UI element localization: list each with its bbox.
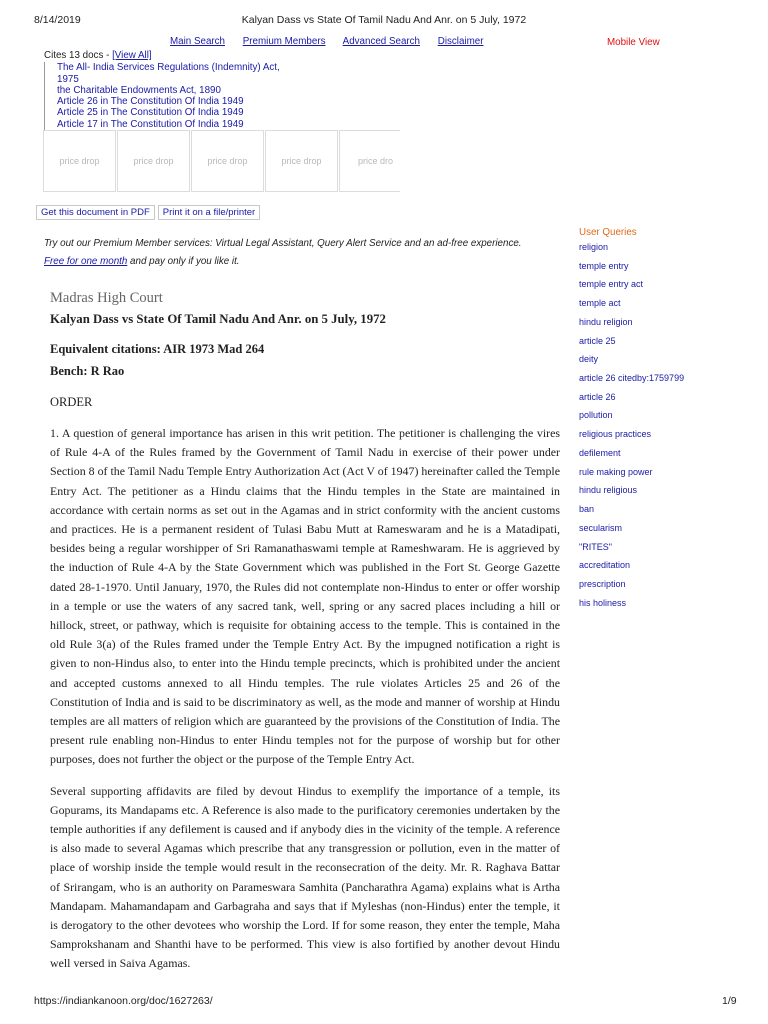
cited-doc-link[interactable]: The All- India Services Regulations (Indemnity) Act, 1975 bbox=[57, 62, 280, 85]
main-search-link[interactable]: Main Search bbox=[170, 36, 225, 47]
cited-doc-link[interactable]: Article 26 in The Constitution Of India 1949 bbox=[57, 96, 244, 108]
advanced-search-link[interactable]: Advanced Search bbox=[342, 36, 421, 47]
print-button[interactable]: Print it on a file/printer bbox=[158, 205, 260, 220]
user-queries-panel bbox=[579, 226, 699, 614]
query-link[interactable]: secularism bbox=[579, 522, 623, 533]
print-page-title: Kalyan Dass vs State Of Tamil Nadu And Anr. on 5 July, 1972 bbox=[241, 14, 527, 26]
cites-heading bbox=[44, 50, 294, 61]
free-trial-link[interactable]: Free for one month bbox=[44, 256, 128, 267]
premium-promo bbox=[44, 235, 584, 271]
bench: Bench: R Rao bbox=[50, 364, 125, 378]
ad-tile[interactable]: price drop bbox=[117, 130, 190, 192]
query-link[interactable]: hindu religion bbox=[579, 316, 633, 327]
judgment-paragraph: 1. A question of general importance has arisen in this writ petition. The petitioner is challenging the vires of Rule 4-A of the Rules framed by the Government of Tamil Nadu in exercise of their power under Section 8 of the Tamil Nadu Temple Entry Authorization Act (Act V of 1947) hereinafter called the Temple Entry Act. The petitioner as a Hindu claims that the Hindu temples in the State are maintained in accordance with certain norms as set out in the Agamas and in strict conformity with the ancient customs and practices. He is a permanent resident of Tulasi Babu Mutt at Rameswaram and he is a Matadipati, besides being a regular worshipper of Sri Ramanathaswami temple at Rameshwaram. He is aggrieved by the induction of Rule 4-A by the State Government which was published in the Fort St. George Gazette dated 28-1-1970. Until January, 1970, the Rules did not contemplate non-Hindus to enter or offer worship in a temple or use the waters of any sacred tank, well, spring or any sacred places including a hill or hillock, street, or pathway, which is requisite for obtaining access to the temple. This is contained in the old Rule 3(a) of the Rules framed under the Temple Entry Act. By the impugned notification a right is given to non-Hindus also, to enter into the Hindu temple precincts, which is prohibited under the ancient and accepted customs annexed to all Hindu temples. The rule violates Articles 25 and 26 of the Constitution of India and is said to be discriminatory as well, as the mode and manner of worship at Hindu temples are all matters of religion which are guaranteed by the provisions of the Constitution of India. The present rule enabling non-Hindus to enter Hindu temples not for the purpose of worship but for other purposes, does not further the object or the purpose of the Temple Entry Act. bbox=[50, 426, 560, 767]
doc-tools bbox=[36, 205, 263, 220]
ad-tile[interactable]: price dro bbox=[339, 130, 400, 192]
cited-doc-link[interactable]: Article 17 in The Constitution Of India 1949 bbox=[57, 118, 244, 130]
query-link[interactable]: article 26 bbox=[579, 391, 616, 402]
query-link[interactable]: hindu religious bbox=[579, 485, 638, 496]
disclaimer-link[interactable]: Disclaimer bbox=[437, 36, 484, 47]
cites-heading-text: Cites 13 docs - bbox=[44, 50, 113, 61]
query-link[interactable]: prescription bbox=[579, 578, 626, 589]
judgment-content bbox=[50, 290, 560, 986]
mobile-view-link[interactable]: Mobile View bbox=[607, 37, 660, 48]
ad-tile[interactable]: price drop bbox=[43, 130, 116, 192]
query-link[interactable]: religion bbox=[579, 242, 609, 252]
judgment-paragraph: Several supporting affidavits are filed by devout Hindus to exemplify the importance of a temple, its Gopurams, its Mandapams etc. A Reference is also made to the purificatory ceremonies undertaken by the temple authorities if any defilement is caused and if anybody dies in the vicinity of the temple. A reference is also made to several Agamas which prescribe that any transgression or pollution, even in the matter of place of worship inside the temple would result in the reconsecration of the deity. Mr. R. Raghava Battar of Srirangam, who is an authority on Parameswara Samhita (Pancharathra Agama) explains what is Artha Mandapam. Mahamandapam and Garbagraha and says that if Myleshas (non-Hindus) enter the temple, it is derogatory to the other devotees who worship the Lord. If for some reason, they enter the temple, Maha Samprokshanam and Shanthi have to be performed. This view is also fortified by another devout Hindu well versed in Saiva Agamas. bbox=[50, 783, 560, 971]
query-link[interactable]: his holiness bbox=[579, 597, 627, 608]
order-heading: ORDER bbox=[50, 395, 93, 409]
query-link[interactable]: accreditation bbox=[579, 560, 631, 571]
ad-tile[interactable]: price drop bbox=[265, 130, 338, 192]
query-link[interactable]: "RITES" bbox=[579, 541, 612, 552]
view-all-link[interactable]: [View All] bbox=[112, 50, 152, 61]
query-link[interactable]: temple act bbox=[579, 298, 621, 309]
query-link[interactable]: temple entry act bbox=[579, 279, 644, 290]
query-link[interactable]: article 26 citedby:1759799 bbox=[579, 373, 685, 384]
document-title: Kalyan Dass vs State Of Tamil Nadu And Anr. on 5 July, 1972 bbox=[50, 312, 386, 326]
print-date: 8/14/2019 bbox=[34, 14, 81, 26]
premium-members-link[interactable]: Premium Members bbox=[242, 36, 326, 47]
query-link[interactable]: temple entry bbox=[579, 260, 629, 271]
premium-promo-tail: and pay only if you like it. bbox=[127, 256, 240, 267]
query-link[interactable]: deity bbox=[579, 354, 599, 365]
ad-tile[interactable]: price drop bbox=[191, 130, 264, 192]
cites-list bbox=[44, 62, 294, 130]
ad-strip bbox=[43, 130, 400, 194]
user-queries-heading: User Queries bbox=[579, 227, 637, 238]
get-pdf-button[interactable]: Get this document in PDF bbox=[36, 205, 155, 220]
cited-doc-link[interactable]: Article 25 in The Constitution Of India 1949 bbox=[57, 107, 244, 119]
query-link[interactable]: article 25 bbox=[579, 335, 616, 346]
query-link[interactable]: pollution bbox=[579, 410, 613, 421]
cited-doc-link[interactable]: the Charitable Endowments Act, 1890 bbox=[57, 84, 221, 96]
equivalent-citations: Equivalent citations: AIR 1973 Mad 264 bbox=[50, 342, 265, 356]
cites-panel bbox=[44, 50, 294, 130]
court-name: Madras High Court bbox=[50, 290, 163, 306]
query-link[interactable]: defilement bbox=[579, 447, 621, 458]
premium-promo-text: Try out our Premium Member services: Virtual Legal Assistant, Query Alert Service and an ad-free experience. bbox=[44, 238, 522, 249]
page-number: 1/9 bbox=[722, 995, 737, 1007]
print-url: https://indiankanoon.org/doc/1627263/ bbox=[34, 995, 213, 1007]
top-nav bbox=[170, 36, 498, 47]
query-link[interactable]: ban bbox=[579, 504, 595, 515]
query-link[interactable]: religious practices bbox=[579, 429, 652, 440]
query-link[interactable]: rule making power bbox=[579, 466, 653, 477]
